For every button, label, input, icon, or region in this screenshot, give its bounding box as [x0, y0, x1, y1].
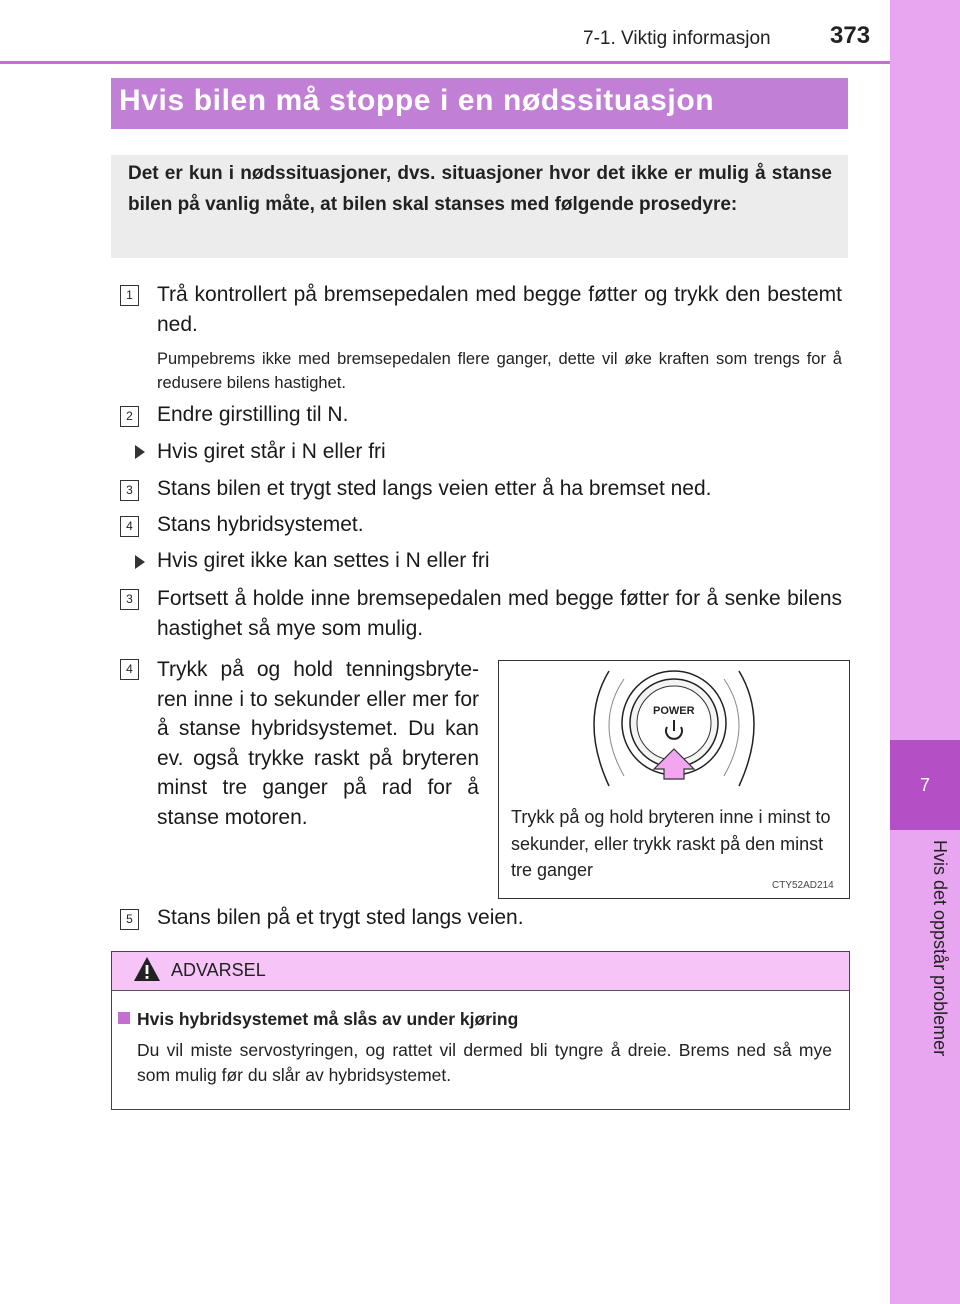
- step-text: Stans bilen et trygt sted langs veien etter å ha bremset ned.: [157, 477, 712, 500]
- figure-code: CTY52AD214: [772, 880, 834, 891]
- step-number: 3: [120, 589, 139, 610]
- step-number: 5: [120, 909, 139, 930]
- step-note: Pumpebrems ikke med bremsepedalen flere ganger, dette vil øke kraften som trengs for å redusere bilens hastighet.: [157, 350, 842, 392]
- step-number: 1: [120, 285, 139, 306]
- step-text: Trå kontrollert på bremsepedalen med begge føtter og trykk den bestemt ned.: [157, 283, 842, 336]
- step-text: Fortsett å holde inne bremsepedalen med begge føtter for å senke bilens hastighet så mye som mulig.: [157, 587, 842, 640]
- step-number: 2: [120, 406, 139, 427]
- chapter-side-tab: [890, 0, 960, 1304]
- warning-label: ADVARSEL: [171, 960, 266, 980]
- power-button-label: POWER: [653, 705, 695, 717]
- triangle-bullet-icon: [135, 555, 145, 569]
- section-heading: 7-1. Viktig informasjon: [583, 28, 771, 49]
- step-number: 4: [120, 516, 139, 537]
- condition-heading: Hvis giret står i N eller fri: [157, 440, 386, 463]
- chapter-label: Hvis det oppstår problemer: [930, 840, 950, 1057]
- step-text: Stans bilen på et trygt sted langs veien.: [157, 906, 524, 929]
- triangle-bullet-icon: [135, 445, 145, 459]
- figure-caption: Trykk på og hold bryteren inne i minst to sekunder, eller trykk raskt på den minst tre ganger: [511, 807, 831, 880]
- header-divider: [0, 61, 890, 64]
- condition-heading: Hvis giret ikke kan settes i N eller fri: [157, 549, 490, 572]
- square-bullet-icon: [118, 1012, 130, 1024]
- intro-text: Det er kun i nødssituasjoner, dvs. situasjoner hvor det ikke er mulig å stanse bilen på vanlig måte, at bilen skal stanses med følgende prosedyre:: [128, 163, 832, 215]
- warning-text: Du vil miste servostyringen, og rattet vil dermed bli tyngre å dreie. Brems ned så mye som mulig før du slår av hybridsystemet.: [137, 1040, 832, 1085]
- page-number: 373: [830, 22, 871, 49]
- step-text: Trykk på og hold tenningsbryte-ren inne i to sekunder eller mer for å stanse hybridsystemet. Du kan ev. også trykke raskt på bryteren minst tre ganger på rad for å stanse motoren.: [157, 658, 479, 829]
- step-text: Stans hybridsystemet.: [157, 513, 364, 536]
- warning-triangle-icon: [132, 954, 162, 989]
- step-number: 3: [120, 480, 139, 501]
- step-number: 4: [120, 659, 139, 680]
- warning-title: Hvis hybridsystemet må slås av under kjøring: [137, 1009, 519, 1029]
- page-title: Hvis bilen må stoppe i en nødssituasjon: [119, 84, 715, 117]
- step-text: Endre girstilling til N.: [157, 403, 349, 426]
- chapter-number: 7: [890, 740, 960, 830]
